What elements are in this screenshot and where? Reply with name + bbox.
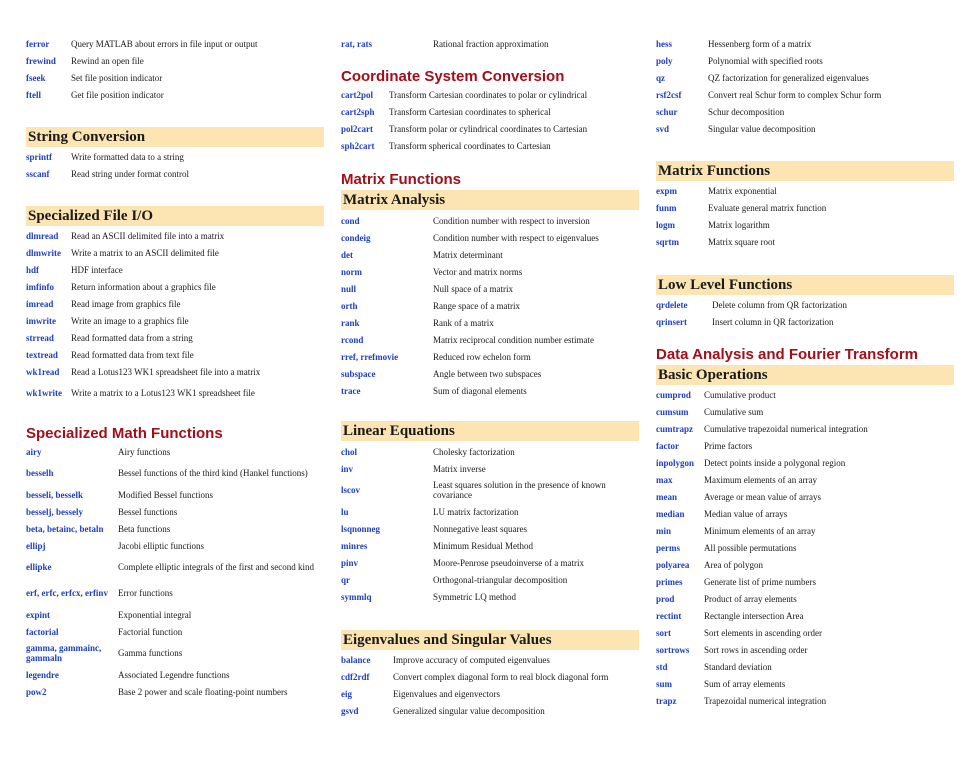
function-description: Complete elliptic integrals of the first and second kind: [118, 562, 314, 572]
list-item: [341, 685, 639, 702]
specialized-math-list: [26, 443, 324, 700]
function-description: Write a matrix to an ASCII delimited file: [71, 247, 219, 258]
list-item: [656, 658, 954, 675]
function-name: svd: [656, 123, 670, 134]
function-description: Matrix determinant: [433, 249, 503, 260]
function-name: sum: [656, 678, 673, 689]
function-description: Generalized singular value decomposition: [393, 705, 545, 716]
list-item: [656, 607, 954, 624]
function-name: sph2cart: [341, 140, 375, 151]
function-description: Range space of a matrix: [433, 300, 520, 311]
function-name: expm: [656, 185, 677, 196]
function-name: funm: [656, 202, 677, 213]
function-name: logm: [656, 219, 675, 230]
function-name: gamma, gammainc, gammaln: [26, 643, 102, 663]
list-item: [341, 246, 639, 263]
list-item: [656, 692, 954, 709]
function-name: hdf: [26, 264, 40, 275]
list-item: [341, 382, 639, 399]
function-description: Eigenvalues and eigenvectors: [393, 688, 500, 699]
function-name: eig: [341, 688, 352, 699]
function-name: chol: [341, 446, 358, 457]
function-name: airy: [26, 446, 42, 457]
function-name: inpolygon: [656, 457, 695, 468]
list-item: [26, 148, 324, 165]
list-item: [26, 244, 324, 261]
function-name: condeig: [341, 232, 371, 243]
function-description: Sort elements in ascending order: [704, 627, 822, 638]
function-name: qrinsert: [656, 316, 687, 327]
list-item: [26, 69, 324, 86]
list-item: [26, 666, 324, 683]
function-description: Beta functions: [118, 523, 171, 534]
function-description: Polynomial with specified roots: [708, 55, 823, 66]
list-item: [341, 520, 639, 537]
list-item: [656, 624, 954, 641]
list-item: [656, 296, 954, 313]
list-item: [341, 702, 639, 719]
function-name: beta, betainc, betaln: [26, 523, 104, 534]
section-title-matrix-functions: Matrix Functions: [341, 171, 462, 188]
function-name: imfinfo: [26, 281, 54, 292]
section-header-linear-equations: Linear Equations: [341, 421, 639, 441]
list-item: [26, 486, 324, 503]
function-name: ferror: [26, 38, 50, 49]
function-name: max: [656, 474, 673, 485]
function-description: All possible permutations: [704, 542, 797, 553]
list-item: [656, 420, 954, 437]
function-name: balance: [341, 654, 371, 665]
list-item: [341, 443, 639, 460]
function-description: Write a matrix to a Lotus123 WK1 spreadsheet file: [71, 388, 255, 398]
function-name: imwrite: [26, 315, 56, 326]
list-item: [341, 263, 639, 280]
list-item: [656, 454, 954, 471]
function-name: pol2cart: [341, 123, 373, 134]
function-description: Null space of a matrix: [433, 283, 513, 294]
function-name: legendre: [26, 669, 59, 680]
function-description: Transform polar or cylindrical coordinates to Cartesian: [389, 123, 588, 134]
list-item: [341, 212, 639, 229]
linear-equations-list: [341, 443, 639, 605]
function-name: erf, erfc, erfcx, erfinv: [26, 588, 108, 598]
list-item: [341, 297, 639, 314]
function-name: inv: [341, 463, 354, 474]
function-name: trace: [341, 385, 361, 396]
function-name: dlmread: [26, 230, 59, 241]
list-item: [656, 52, 954, 69]
list-item: [341, 537, 639, 554]
function-description: Average or mean value of arrays: [704, 491, 822, 502]
function-description: QZ factorization for generalized eigenvalues: [708, 72, 869, 83]
list-item: [341, 103, 639, 120]
function-description: Modified Bessel functions: [118, 489, 213, 500]
function-name: sscanf: [26, 168, 50, 179]
function-description: Insert column in QR factorization: [712, 316, 834, 327]
function-name: expint: [26, 609, 51, 620]
function-name: frewind: [26, 55, 56, 66]
coordinate-conversion-list: [341, 86, 639, 154]
function-name: cart2sph: [341, 106, 375, 117]
function-description: Transform spherical coordinates to Cartesian: [389, 140, 551, 151]
list-item: [26, 460, 324, 486]
function-name: perms: [656, 542, 680, 553]
list-item: [656, 233, 954, 250]
function-description: HDF interface: [71, 264, 123, 275]
list-item: [656, 590, 954, 607]
list-item: [341, 314, 639, 331]
section-header-matrix-functions: Matrix Functions: [656, 161, 954, 181]
function-description: Transform Cartesian coordinates to spherical: [389, 106, 551, 117]
function-name: strread: [26, 332, 54, 343]
function-name: primes: [656, 576, 683, 587]
list-item: [341, 477, 639, 503]
list-item: [656, 216, 954, 233]
function-name: ellipke: [26, 562, 52, 572]
function-name: lu: [341, 506, 349, 517]
function-description: Airy functions: [118, 446, 171, 457]
function-description: Write formatted data to a string: [71, 151, 184, 162]
function-description: Condition number with respect to inversion: [433, 215, 590, 226]
function-name: cdf2rdf: [341, 671, 370, 682]
specialized-file-io-list: [26, 227, 324, 406]
function-description: Rewind an open file: [71, 55, 144, 66]
function-description: Query MATLAB about errors in file input or output: [71, 38, 258, 49]
list-item: [26, 165, 324, 182]
function-name: trapz: [656, 695, 677, 706]
function-description: Rectangle intersection Area: [704, 610, 804, 621]
function-name: min: [656, 525, 672, 536]
function-description: Minimum Residual Method: [433, 540, 533, 551]
function-description: Associated Legendre functions: [118, 669, 230, 680]
list-item: [26, 623, 324, 640]
function-name: schur: [656, 106, 678, 117]
list-item: [656, 182, 954, 199]
function-description: Read a Lotus123 WK1 spreadsheet file into a matrix: [71, 366, 261, 377]
matrix-analysis-list: [341, 212, 639, 399]
function-description: Maximum elements of an array: [704, 474, 817, 485]
function-description: Evaluate general matrix function: [708, 202, 827, 213]
list-item: [656, 86, 954, 103]
function-name: norm: [341, 266, 362, 277]
function-name: rcond: [341, 334, 364, 345]
list-item: [26, 503, 324, 520]
list-item: [656, 69, 954, 86]
function-description: Error functions: [118, 588, 173, 598]
section-header-eigenvalues: Eigenvalues and Singular Values: [341, 630, 639, 650]
list-item: [656, 471, 954, 488]
function-name: cumsum: [656, 406, 689, 417]
function-name: mean: [656, 491, 677, 502]
function-description: Sum of diagonal elements: [433, 385, 527, 396]
function-name: std: [656, 661, 668, 672]
list-item: [341, 554, 639, 571]
list-item: [26, 363, 324, 380]
function-name: qz: [656, 72, 665, 83]
list-item: [26, 278, 324, 295]
list-item: [26, 86, 324, 103]
function-description: Schur decomposition: [708, 106, 785, 117]
section-header-low-level-functions: Low Level Functions: [656, 275, 954, 295]
list-item: [26, 683, 324, 700]
string-conversion-list: [26, 148, 324, 182]
list-item: [656, 199, 954, 216]
function-description: Matrix inverse: [433, 463, 486, 474]
list-item: [26, 640, 324, 666]
function-name: ellipj: [26, 540, 46, 551]
function-description: Condition number with respect to eigenvalues: [433, 232, 599, 243]
list-item: [341, 331, 639, 348]
list-item: [341, 668, 639, 685]
function-description: Transform Cartesian coordinates to polar or cylindrical: [389, 89, 588, 100]
basic-operations-list: [656, 386, 954, 709]
list-item: [26, 295, 324, 312]
list-item: [26, 261, 324, 278]
function-description: Gamma functions: [118, 648, 183, 658]
list-item: [656, 35, 954, 52]
list-item: [656, 386, 954, 403]
function-description: Nonnegative least squares: [433, 523, 527, 534]
function-name: wk1read: [26, 366, 60, 377]
function-description: Product of array elements: [704, 593, 797, 604]
list-item: [341, 588, 639, 605]
function-name: rectint: [656, 610, 682, 621]
list-item: [26, 312, 324, 329]
function-description: Detect points inside a polygonal region: [704, 457, 846, 468]
function-name: cumprod: [656, 389, 691, 400]
function-description: Return information about a graphics file: [71, 281, 216, 292]
function-description: Reduced row echelon form: [433, 351, 531, 362]
function-description: Trapezoidal numerical integration: [704, 695, 827, 706]
function-name: polyarea: [656, 559, 690, 570]
list-item: [656, 556, 954, 573]
list-item: [656, 488, 954, 505]
function-description: Sort rows in ascending order: [704, 644, 808, 655]
function-description: Minimum elements of an array: [704, 525, 816, 536]
list-item: [26, 346, 324, 363]
function-name: orth: [341, 300, 358, 311]
function-name: rsf2csf: [656, 89, 682, 100]
function-description: LU matrix factorization: [433, 506, 519, 517]
function-description: Cholesky factorization: [433, 446, 515, 457]
function-description: Set file position indicator: [71, 72, 163, 83]
function-description: Read an ASCII delimited file into a matrix: [71, 230, 225, 241]
matrix-functions-list: [656, 182, 954, 250]
function-description: Base 2 power and scale floating-point numbers: [118, 686, 288, 697]
function-name: lsqnonneg: [341, 523, 381, 534]
function-name: rank: [341, 317, 360, 328]
list-item: [656, 675, 954, 692]
function-description: Hessenberg form of a matrix: [708, 38, 812, 49]
function-description: Rank of a matrix: [433, 317, 494, 328]
list-item: [656, 437, 954, 454]
eigenvalues-tail-list: [656, 35, 954, 137]
section-title-specialized-math: Specialized Math Functions: [26, 425, 223, 442]
function-description: Symmetric LQ method: [433, 591, 516, 602]
section-header-string-conversion: String Conversion: [26, 127, 324, 147]
function-description: Read string under format control: [71, 168, 189, 179]
list-item: [26, 537, 324, 554]
function-name: gsvd: [341, 705, 359, 716]
list-item: [26, 227, 324, 244]
list-item: [656, 539, 954, 556]
function-description: Factorial function: [118, 626, 183, 637]
function-description: Matrix square root: [708, 236, 775, 247]
function-description: Standard deviation: [704, 661, 772, 672]
function-description: Prime factors: [704, 440, 753, 451]
eigenvalues-list: [341, 651, 639, 719]
function-description: Vector and matrix norms: [433, 266, 523, 277]
function-name: qr: [341, 574, 350, 585]
function-description: Bessel functions: [118, 506, 178, 517]
function-name: symmlq: [341, 591, 372, 602]
list-item: [341, 120, 639, 137]
function-name: besselh: [26, 468, 54, 478]
function-description: Improve accuracy of computed eigenvalues: [393, 654, 550, 665]
function-name: factorial: [26, 626, 59, 637]
list-item: [656, 403, 954, 420]
function-name: lscov: [341, 485, 360, 495]
function-name: sortrows: [656, 644, 690, 655]
list-item: [656, 573, 954, 590]
function-name: minres: [341, 540, 368, 551]
function-description: Rational fraction approximation: [433, 38, 549, 49]
list-item: [341, 503, 639, 520]
function-name: qrdelete: [656, 299, 688, 310]
function-name: imread: [26, 298, 54, 309]
list-item: [26, 35, 324, 52]
function-name: poly: [656, 55, 673, 66]
function-description: Sum of array elements: [704, 678, 786, 689]
list-item: [341, 280, 639, 297]
list-item: [341, 651, 639, 668]
function-name: wk1write: [26, 388, 62, 398]
function-name: dlmwrite: [26, 247, 61, 258]
section-header-specialized-file-io: Specialized File I/O: [26, 206, 324, 226]
list-item: [26, 443, 324, 460]
function-description: Jacobi elliptic functions: [118, 540, 204, 551]
list-item: [26, 52, 324, 69]
function-name: pinv: [341, 557, 359, 568]
function-description: Median value of arrays: [704, 508, 788, 519]
function-description: Get file position indicator: [71, 89, 164, 100]
function-description: Delete column from QR factorization: [712, 299, 847, 310]
list-item: [341, 365, 639, 382]
section-title-data-analysis: Data Analysis and Fourier Transform: [656, 346, 919, 363]
function-description: Cumulative product: [704, 389, 776, 400]
function-name: fseek: [26, 72, 46, 83]
list-item: [26, 329, 324, 346]
function-description: Convert real Schur form to complex Schur form: [708, 89, 882, 100]
function-name: sqrtm: [656, 236, 679, 247]
function-description: Read image from graphics file: [71, 298, 181, 309]
function-description: Write an image to a graphics file: [71, 315, 189, 326]
list-item: [656, 522, 954, 539]
low-level-functions-list: [656, 296, 954, 330]
list-item: [341, 137, 639, 154]
list-item: [341, 348, 639, 365]
function-name: besseli, besselk: [26, 489, 84, 500]
section-header-matrix-analysis: Matrix Analysis: [341, 190, 639, 210]
list-item: [26, 520, 324, 537]
list-item: [656, 120, 954, 137]
function-description: Generate list of prime numbers: [704, 576, 816, 587]
function-name: factor: [656, 440, 679, 451]
list-item: [26, 580, 324, 606]
function-name: sprintf: [26, 151, 53, 162]
function-description: Convert complex diagonal form to real block diagonal form: [393, 671, 609, 682]
list-item: [26, 554, 324, 580]
list-item: [341, 571, 639, 588]
function-description: Singular value decomposition: [708, 123, 816, 134]
list-item: [26, 380, 324, 406]
function-name: prod: [656, 593, 675, 604]
list-item: [341, 229, 639, 246]
function-name: cart2pol: [341, 89, 373, 100]
function-description: Cumulative sum: [704, 406, 764, 417]
function-name: rref, rrefmovie: [341, 351, 399, 362]
function-name: pow2: [26, 686, 47, 697]
list-item: [341, 35, 639, 52]
function-name: null: [341, 283, 357, 294]
function-description: Cumulative trapezoidal numerical integration: [704, 423, 868, 434]
function-description: Matrix reciprocal condition number estimate: [433, 334, 594, 345]
function-name: det: [341, 249, 353, 260]
function-name: median: [656, 508, 685, 519]
function-description: Matrix exponential: [708, 185, 777, 196]
function-description: Bessel functions of the third kind (Hankel functions): [118, 468, 308, 478]
function-name: hess: [656, 38, 673, 49]
function-description: Orthogonal-triangular decomposition: [433, 574, 568, 585]
function-name: subspace: [341, 368, 376, 379]
function-name: textread: [26, 349, 58, 360]
function-description: Angle between two subspaces: [433, 368, 542, 379]
function-name: cond: [341, 215, 360, 226]
list-item: [656, 313, 954, 330]
function-name: besselj, bessely: [26, 506, 83, 517]
list-item: [656, 505, 954, 522]
list-item: [26, 606, 324, 623]
function-description: Matrix logarithm: [708, 219, 770, 230]
function-name: cumtrapz: [656, 423, 693, 434]
function-description: Exponential integral: [118, 609, 192, 620]
function-name: ftell: [26, 89, 41, 100]
list-item: [341, 86, 639, 103]
list-item: [656, 103, 954, 120]
function-description: Read formatted data from text file: [71, 349, 194, 360]
section-title-coordinate-conversion: Coordinate System Conversion: [341, 68, 565, 85]
function-description: Moore-Penrose pseudoinverse of a matrix: [433, 557, 584, 568]
section-header-basic-operations: Basic Operations: [656, 365, 954, 385]
function-name: rat, rats: [341, 38, 372, 49]
function-description: Read formatted data from a string: [71, 332, 193, 343]
function-description: Area of polygon: [704, 559, 763, 570]
list-item: [656, 641, 954, 658]
function-name: sort: [656, 627, 671, 638]
function-description: Least squares solution in the presence of known covariance: [433, 480, 606, 500]
list-item: [341, 460, 639, 477]
file-io-tail-list: [26, 35, 324, 103]
